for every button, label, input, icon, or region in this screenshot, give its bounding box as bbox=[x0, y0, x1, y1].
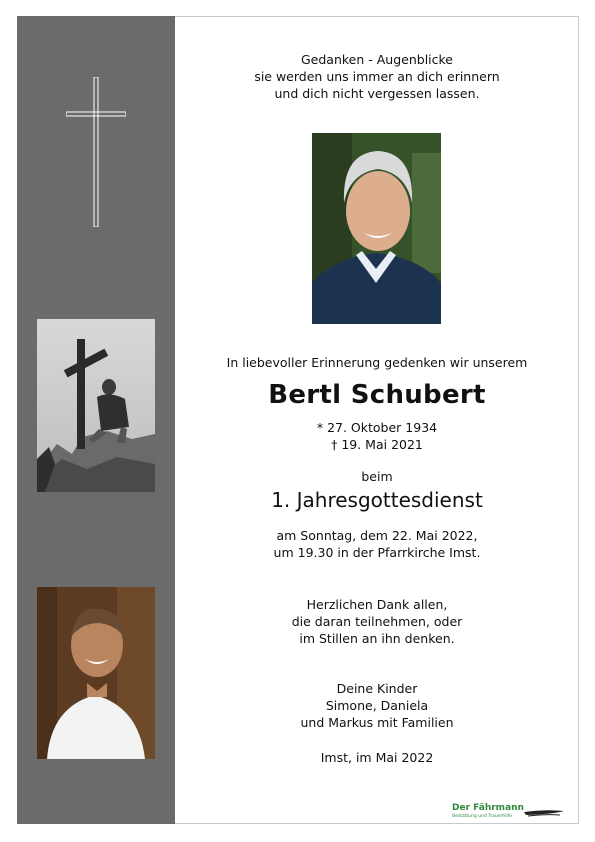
funeral-home-logo bbox=[452, 803, 567, 823]
poem-line: sie werden uns immer an dich erinnern bbox=[254, 69, 500, 84]
thanks-block bbox=[176, 596, 578, 647]
dates-block bbox=[176, 419, 578, 453]
death-date: † 19. Mai 2021 bbox=[331, 437, 423, 452]
boat-icon bbox=[524, 807, 564, 819]
younger-portrait-photo bbox=[37, 587, 155, 759]
family-line: und Markus mit Familien bbox=[300, 715, 454, 730]
poem-block bbox=[176, 51, 578, 102]
thanks-line: im Stillen an ihn denken. bbox=[299, 631, 455, 646]
intro-text: In liebevoller Erinnerung gedenken wir unserem bbox=[226, 355, 528, 370]
poem-line: Gedanken - Augenblicke bbox=[300, 52, 453, 67]
family-line: Simone, Daniela bbox=[325, 698, 429, 713]
birth-date: * 27. Oktober 1934 bbox=[316, 420, 438, 435]
poem-line: und dich nicht vergessen lassen. bbox=[274, 86, 480, 101]
deceased-name: Bertl Schubert bbox=[268, 380, 486, 410]
details-line: um 19.30 in der Pfarrkirche Imst. bbox=[273, 545, 481, 560]
service-details bbox=[176, 527, 578, 561]
family-block bbox=[176, 680, 578, 731]
logo-subtitle: Bestattung und Trauerhilfe bbox=[452, 814, 513, 819]
logo-title: Der Fährmann bbox=[452, 803, 524, 813]
details-line: am Sonntag, dem 22. Mai 2022, bbox=[276, 528, 478, 543]
beim-text: beim bbox=[361, 469, 393, 484]
cross-icon bbox=[66, 77, 126, 227]
thanks-line: die daran teilnehmen, oder bbox=[291, 614, 463, 629]
thanks-line: Herzlichen Dank allen, bbox=[306, 597, 448, 612]
summit-photo bbox=[37, 319, 155, 492]
main-portrait-photo bbox=[312, 133, 441, 324]
family-line: Deine Kinder bbox=[336, 681, 418, 696]
service-title: 1. Jahresgottesdienst bbox=[271, 488, 483, 512]
place-date: Imst, im Mai 2022 bbox=[320, 750, 434, 765]
